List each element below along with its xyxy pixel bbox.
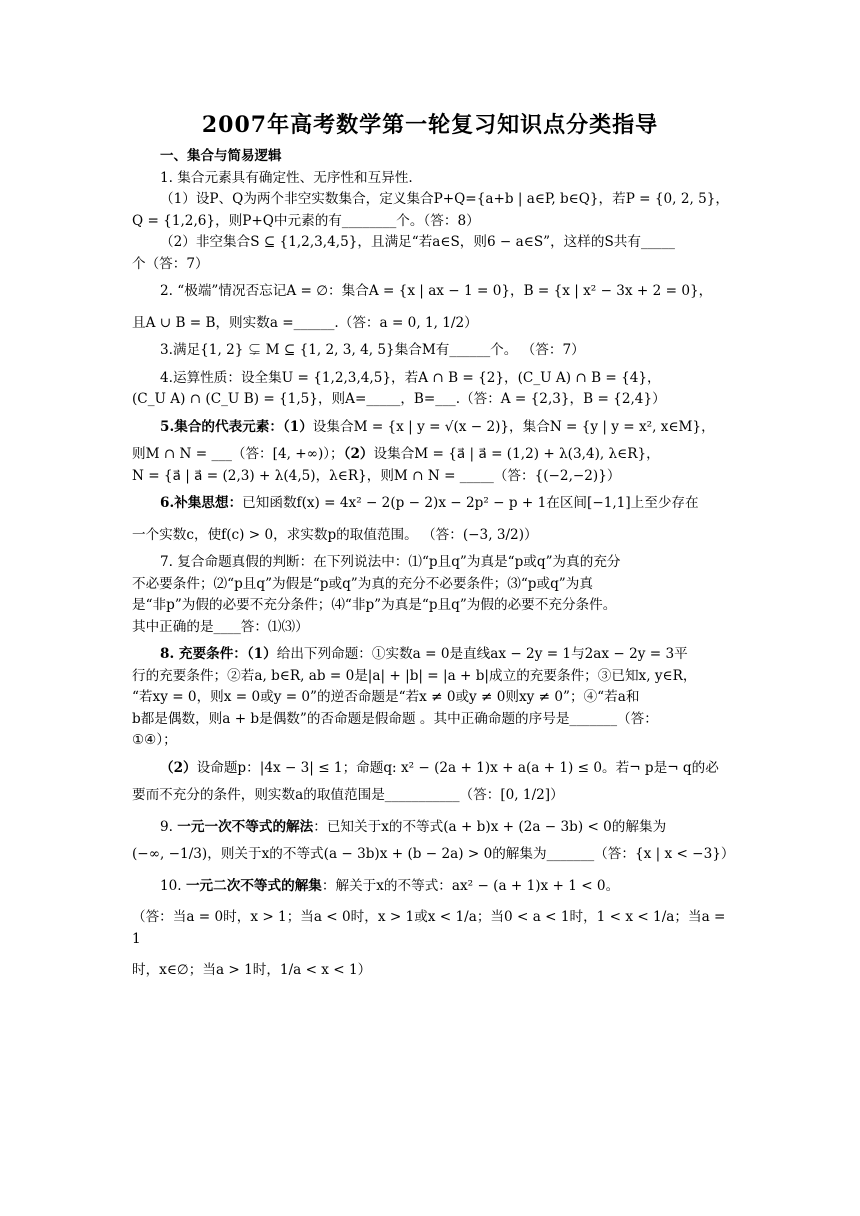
bold-label: 一元二次不等式的解集: [185, 877, 322, 894]
text-line: Q = {1,2,6}，则P+Q中元素的有________个。（答：8）: [132, 212, 480, 229]
text-line: 2. “极端”情况否忘记A = ∅：集合A = {x | ax − 1 = 0}，B = {x | x² − 3x + 2 = 0}，: [160, 283, 713, 299]
text-line: [132, 493, 732, 515]
text-span: 则M ∩ N = ___（答：[4, +∞)）；: [132, 446, 344, 462]
text-line: (C_U A) ∩ (C_U B) = {1,5}，则A=_____，B=___.（答：A = {2,3}，B = {2,4}）: [132, 391, 666, 407]
text-line: 7. 复合命题真假的判断：在下列说法中：⑴“p且q”为真是“p或q”为真的充分: [160, 554, 621, 570]
text-line: 其中正确的是____答：⑴⑶）: [132, 618, 309, 635]
text-line: 时，x∈∅；当a > 1时，1/a < x < 1）: [132, 962, 372, 978]
text-line: （1）设P、Q为两个非空实数集合，定义集合P+Q={a+b | a∈P, b∈Q}，若P = {0, 2, 5}，: [160, 191, 730, 207]
text-line: [132, 417, 732, 439]
text-line: ①④）；: [132, 732, 177, 748]
text-span: 设集合M = {x | y = √(x − 2)}，集合N = {y | y = x², x∈M}，: [312, 418, 715, 435]
text-line: 要而不充分的条件，则实数a的取值范围是___________（答：[0, 1/2]）: [132, 787, 564, 803]
section-heading: 一、集合与简易逻辑: [160, 148, 282, 164]
text-line: （2）非空集合S ⊆ {1,2,3,4,5}，且满足“若a∈S，则6 − a∈S”，这样的S共有_____: [160, 234, 675, 250]
text-line: [132, 876, 732, 898]
text-line: 是“非p”为假的必要不充分条件；⑷“非p”为真是“p且q”为假的必要不充分条件。: [132, 597, 617, 613]
text-line: [132, 817, 732, 839]
text-line: b都是偶数，则a + b是偶数”的否命题是假命题 。其中正确命题的序号是_______（答：: [132, 710, 658, 727]
text-line: N = {a⃗ | a⃗ = (2,3) + λ(4,5)，λ∈R}，则M ∩ N = _____（答：{(−2,−2)}）: [132, 467, 621, 484]
text-line: “若xy = 0，则x = 0或y = 0”的逆否命题是“若x ≠ 0或y ≠ 0则xy ≠ 0”；④“若a和: [132, 689, 640, 705]
text-span: ：已知关于x的不等式(a + b)x + (2a − 3b) < 0的解集为: [313, 818, 667, 835]
text-line: 行的充要条件；②若a, b∈R, ab = 0是|a| + |b| = |a + b|成立的充要条件；③已知x, y∈R，: [132, 667, 697, 684]
text-line: [132, 444, 732, 466]
text-span: 9.: [160, 818, 178, 835]
bold-label: （2）: [343, 446, 374, 462]
bold-label: 8. 充要条件：（1）: [160, 646, 277, 662]
text-line: 不必要条件；⑵“p且q”为假是“p或q”为真的充分不必要条件；⑶“p或q”为真: [132, 575, 593, 592]
text-span: 给出下列命题：①实数a = 0是直线ax − 2y = 1与2ax − 2y = 3平: [276, 646, 688, 662]
text-line: 一个实数c，使f(c) > 0，求实数p的取值范围。 （答：(−3, 3/2)）: [132, 526, 538, 543]
text-span: 设命题p：|4x − 3| ≤ 1；命题q: x² − (2a + 1)x + a(a + 1) ≤ 0。若¬ p是¬ q的必: [196, 759, 719, 776]
text-line: 且A ∪ B = B，则实数a =______.（答：a = 0, 1, 1/2）: [132, 314, 478, 331]
text-span: 已知函数f(x) = 4x² − 2(p − 2)x − 2p² − p + 1在区间[−1,1]上至少存在: [242, 495, 699, 511]
text-line: 4.运算性质：设全集U = {1,2,3,4,5}，若A ∩ B = {2}，(C_U A) ∩ B = {4}，: [160, 369, 661, 386]
bold-label: 5.集合的代表元素：（1）: [160, 418, 313, 435]
bold-label: （2）: [160, 759, 197, 776]
bold-label: 一元一次不等式的解法: [177, 818, 314, 835]
text-line: （答：当a = 0时，x > 1；当a < 0时，x > 1或x < 1/a；当0 < a < 1时，1 < x < 1/a；当a = 1: [132, 909, 726, 947]
text-span: ：解关于x的不等式：ax² − (a + 1)x + 1 < 0。: [321, 877, 620, 894]
text-line: 个（答：7）: [132, 255, 209, 272]
document-body: [132, 146, 735, 982]
text-line: 3.满足{1, 2} ⊊ M ⊆ {1, 2, 3, 4, 5}集合M有______个。 （答：7）: [160, 342, 585, 358]
text-line: [132, 644, 732, 666]
text-span: 设集合M = {a⃗ | a⃗ = (1,2) + λ(3,4), λ∈R}，: [373, 446, 660, 462]
document-title: 2007年高考数学第一轮复习知识点分类指导: [201, 112, 659, 138]
text-span: 10.: [160, 877, 186, 894]
text-line: 1. 集合元素具有确定性、无序性和互异性.: [160, 169, 413, 186]
text-line: (−∞, −1/3)，则关于x的不等式(a − 3b)x + (b − 2a) > 0的解集为_______（答：{x | x < −3}）: [132, 846, 735, 862]
text-line: [132, 758, 732, 780]
bold-label: 6.补集思想：: [160, 495, 243, 511]
